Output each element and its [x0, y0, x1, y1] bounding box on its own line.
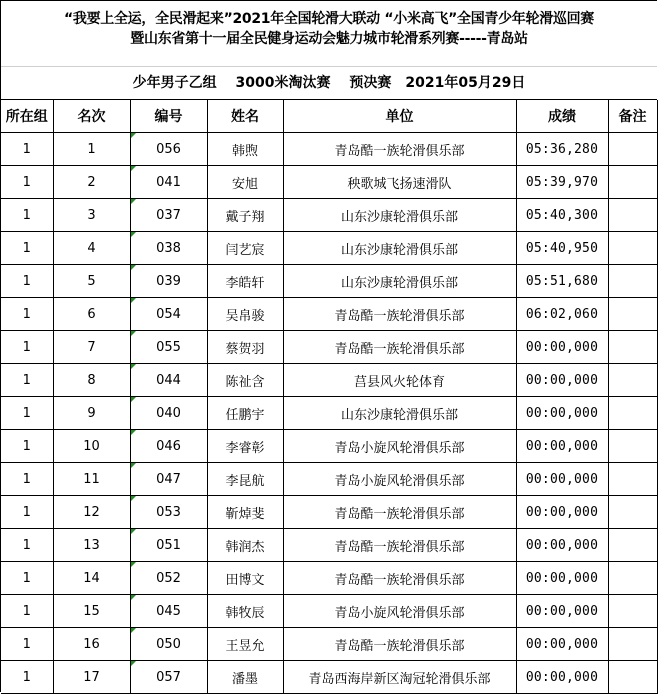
cell-number-text: 037 — [156, 207, 181, 223]
cell-result[interactable]: 05:51,680 — [516, 265, 608, 298]
cell-unit[interactable]: 青岛小旋风轮滑俱乐部 — [283, 463, 516, 496]
table-row — [1, 331, 657, 364]
cell-note[interactable] — [608, 595, 657, 628]
cell-result[interactable]: 00:00,000 — [516, 661, 608, 694]
cell-result[interactable]: 00:00,000 — [516, 496, 608, 529]
cell-rank[interactable]: 9 — [53, 397, 130, 430]
comment-marker-icon — [131, 166, 136, 171]
cell-result[interactable]: 00:00,000 — [516, 397, 608, 430]
table-row — [1, 199, 657, 232]
cell-name[interactable]: 韩润杰 — [207, 529, 283, 562]
cell-number-text: 041 — [156, 174, 181, 190]
comment-marker-icon — [131, 331, 136, 336]
event-subtitle: 少年男子乙组 3000米淘汰赛 预决赛 2021年05月29日 — [1, 67, 657, 100]
cell-name[interactable]: 李睿彰 — [207, 430, 283, 463]
cell-rank[interactable]: 10 — [53, 430, 130, 463]
cell-result[interactable]: 00:00,000 — [516, 529, 608, 562]
cell-note[interactable] — [608, 628, 657, 661]
cell-note[interactable] — [608, 265, 657, 298]
cell-rank[interactable]: 12 — [53, 496, 130, 529]
cell-rank[interactable]: 16 — [53, 628, 130, 661]
comment-marker-icon — [131, 199, 136, 204]
cell-number[interactable] — [130, 397, 207, 430]
cell-number-text: 050 — [156, 636, 181, 652]
cell-unit[interactable]: 山东沙康轮滑俱乐部 — [283, 199, 516, 232]
cell-result[interactable]: 00:00,000 — [516, 463, 608, 496]
cell-name[interactable]: 李昆航 — [207, 463, 283, 496]
cell-number[interactable] — [130, 463, 207, 496]
cell-number-text: 051 — [156, 537, 181, 553]
comment-marker-icon — [131, 364, 136, 369]
comment-marker-icon — [131, 463, 136, 468]
cell-group[interactable]: 1 — [1, 661, 53, 694]
cell-number-text: 046 — [156, 438, 181, 454]
cell-result[interactable]: 06:02,060 — [516, 298, 608, 331]
cell-name[interactable]: 李皓轩 — [207, 265, 283, 298]
cell-result[interactable]: 00:00,000 — [516, 628, 608, 661]
cell-unit[interactable]: 山东沙康轮滑俱乐部 — [283, 265, 516, 298]
table-row — [1, 166, 657, 199]
comment-marker-icon — [131, 430, 136, 435]
table-row — [1, 529, 657, 562]
cell-rank[interactable]: 8 — [53, 364, 130, 397]
cell-unit[interactable]: 青岛小旋风轮滑俱乐部 — [283, 595, 516, 628]
cell-number-text: 038 — [156, 240, 181, 256]
cell-number-text: 053 — [156, 504, 181, 520]
cell-rank[interactable]: 13 — [53, 529, 130, 562]
table-row — [1, 232, 657, 265]
cell-result[interactable]: 05:40,300 — [516, 199, 608, 232]
cell-number-text: 044 — [156, 372, 181, 388]
cell-unit[interactable]: 青岛酷一族轮滑俱乐部 — [283, 529, 516, 562]
cell-note[interactable] — [608, 166, 657, 199]
cell-number-text: 047 — [156, 471, 181, 487]
cell-number-text: 055 — [156, 339, 181, 355]
header-rank[interactable]: 名次 — [53, 100, 130, 133]
comment-marker-icon — [131, 628, 136, 633]
cell-number[interactable] — [130, 661, 207, 694]
cell-rank[interactable]: 4 — [53, 232, 130, 265]
cell-unit[interactable]: 青岛酷一族轮滑俱乐部 — [283, 133, 516, 166]
cell-note[interactable] — [608, 199, 657, 232]
cell-group[interactable]: 1 — [1, 298, 53, 331]
table-row — [1, 430, 657, 463]
cell-group[interactable]: 1 — [1, 331, 53, 364]
cell-rank[interactable]: 7 — [53, 331, 130, 364]
header-group[interactable]: 所在组 — [1, 100, 53, 133]
cell-unit[interactable]: 青岛酷一族轮滑俱乐部 — [283, 628, 516, 661]
cell-name[interactable]: 靳焯斐 — [207, 496, 283, 529]
table-row — [1, 298, 657, 331]
cell-note[interactable] — [608, 463, 657, 496]
comment-marker-icon — [131, 397, 136, 402]
cell-result[interactable]: 00:00,000 — [516, 331, 608, 364]
cell-unit[interactable]: 山东沙康轮滑俱乐部 — [283, 397, 516, 430]
cell-name[interactable]: 闫艺宸 — [207, 232, 283, 265]
cell-note[interactable] — [608, 331, 657, 364]
cell-note[interactable] — [608, 529, 657, 562]
cell-number[interactable] — [130, 331, 207, 364]
cell-group[interactable]: 1 — [1, 430, 53, 463]
comment-marker-icon — [131, 133, 136, 138]
cell-note[interactable] — [608, 364, 657, 397]
cell-number[interactable] — [130, 628, 207, 661]
header-note[interactable]: 备注 — [608, 100, 657, 133]
cell-name[interactable]: 韩牧辰 — [207, 595, 283, 628]
cell-number[interactable] — [130, 430, 207, 463]
cell-unit[interactable]: 青岛酷一族轮滑俱乐部 — [283, 331, 516, 364]
comment-marker-icon — [131, 298, 136, 303]
cell-rank[interactable]: 2 — [53, 166, 130, 199]
cell-rank[interactable]: 15 — [53, 595, 130, 628]
header-number[interactable]: 编号 — [130, 100, 207, 133]
cell-note[interactable] — [608, 496, 657, 529]
cell-unit[interactable]: 青岛小旋风轮滑俱乐部 — [283, 430, 516, 463]
cell-group[interactable]: 1 — [1, 595, 53, 628]
cell-note[interactable] — [608, 133, 657, 166]
cell-group[interactable]: 1 — [1, 562, 53, 595]
cell-rank[interactable]: 3 — [53, 199, 130, 232]
cell-result[interactable]: 00:00,000 — [516, 562, 608, 595]
results-body — [1, 133, 657, 694]
comment-marker-icon — [131, 661, 136, 666]
cell-name[interactable]: 王昱允 — [207, 628, 283, 661]
table-row — [1, 364, 657, 397]
cell-note[interactable] — [608, 232, 657, 265]
table-row — [1, 397, 657, 430]
cell-result[interactable]: 05:40,950 — [516, 232, 608, 265]
cell-number-text: 057 — [156, 669, 181, 685]
title-block — [1, 1, 657, 67]
cell-result[interactable]: 00:00,000 — [516, 364, 608, 397]
cell-group[interactable]: 1 — [1, 232, 53, 265]
cell-unit[interactable]: 青岛酷一族轮滑俱乐部 — [283, 298, 516, 331]
table-row — [1, 628, 657, 661]
cell-group[interactable]: 1 — [1, 133, 53, 166]
comment-marker-icon — [131, 595, 136, 600]
cell-number[interactable] — [130, 364, 207, 397]
cell-unit[interactable]: 莒县风火轮体育 — [283, 364, 516, 397]
cell-number[interactable] — [130, 595, 207, 628]
cell-rank[interactable]: 14 — [53, 562, 130, 595]
cell-unit[interactable]: 秧歌城飞扬速滑队 — [283, 166, 516, 199]
cell-note[interactable] — [608, 430, 657, 463]
cell-result[interactable]: 00:00,000 — [516, 595, 608, 628]
cell-name[interactable]: 蔡贺羽 — [207, 331, 283, 364]
cell-number[interactable] — [130, 232, 207, 265]
comment-marker-icon — [131, 265, 136, 270]
cell-number-text: 040 — [156, 405, 181, 421]
cell-group[interactable]: 1 — [1, 496, 53, 529]
header-result[interactable]: 成绩 — [516, 100, 608, 133]
table-row — [1, 496, 657, 529]
cell-result[interactable]: 05:36,280 — [516, 133, 608, 166]
cell-name[interactable]: 戴子翔 — [207, 199, 283, 232]
cell-name[interactable]: 吴帛骏 — [207, 298, 283, 331]
title-line-2: 暨山东省第十一届全民健身运动会魅力城市轮滑系列赛-----青岛站 — [130, 31, 528, 47]
cell-unit[interactable]: 青岛酷一族轮滑俱乐部 — [283, 562, 516, 595]
cell-name[interactable]: 陈祉含 — [207, 364, 283, 397]
cell-name[interactable]: 田博文 — [207, 562, 283, 595]
cell-name[interactable]: 潘墨 — [207, 661, 283, 694]
cell-rank[interactable]: 5 — [53, 265, 130, 298]
cell-unit[interactable]: 青岛酷一族轮滑俱乐部 — [283, 496, 516, 529]
table-row — [1, 265, 657, 298]
header-name[interactable]: 姓名 — [207, 100, 283, 133]
cell-group[interactable]: 1 — [1, 364, 53, 397]
cell-group[interactable]: 1 — [1, 199, 53, 232]
table-row — [1, 661, 657, 694]
cell-result[interactable]: 05:39,970 — [516, 166, 608, 199]
header-unit[interactable]: 单位 — [283, 100, 516, 133]
results-table — [1, 100, 658, 694]
cell-group[interactable]: 1 — [1, 529, 53, 562]
cell-number-text: 045 — [156, 603, 181, 619]
cell-number-text: 054 — [156, 306, 181, 322]
table-row — [1, 595, 657, 628]
comment-marker-icon — [131, 529, 136, 534]
cell-name[interactable]: 任鹏宇 — [207, 397, 283, 430]
cell-note[interactable] — [608, 397, 657, 430]
cell-number[interactable] — [130, 199, 207, 232]
cell-result[interactable]: 00:00,000 — [516, 430, 608, 463]
cell-number[interactable] — [130, 298, 207, 331]
cell-number[interactable] — [130, 265, 207, 298]
table-row — [1, 133, 657, 166]
cell-unit[interactable]: 山东沙康轮滑俱乐部 — [283, 232, 516, 265]
cell-note[interactable] — [608, 661, 657, 694]
cell-group[interactable]: 1 — [1, 397, 53, 430]
title-line-1: “我要上全运，全民滑起来”2021年全国轮滑大联动 “小米高飞”全国青少年轮滑巡回赛 — [63, 11, 595, 27]
cell-number[interactable] — [130, 562, 207, 595]
cell-group[interactable]: 1 — [1, 265, 53, 298]
comment-marker-icon — [131, 232, 136, 237]
cell-name[interactable]: 韩煦 — [207, 133, 283, 166]
cell-rank[interactable]: 1 — [53, 133, 130, 166]
cell-number-text: 052 — [156, 570, 181, 586]
cell-number[interactable] — [130, 496, 207, 529]
cell-number[interactable] — [130, 133, 207, 166]
cell-number-text: 039 — [156, 273, 181, 289]
cell-number[interactable] — [130, 166, 207, 199]
cell-rank[interactable]: 11 — [53, 463, 130, 496]
comment-marker-icon — [131, 562, 136, 567]
cell-group[interactable]: 1 — [1, 628, 53, 661]
cell-rank[interactable]: 17 — [53, 661, 130, 694]
cell-group[interactable]: 1 — [1, 166, 53, 199]
cell-name[interactable]: 安旭 — [207, 166, 283, 199]
table-row — [1, 562, 657, 595]
table-row — [1, 463, 657, 496]
cell-rank[interactable]: 6 — [53, 298, 130, 331]
cell-group[interactable]: 1 — [1, 463, 53, 496]
header-row — [1, 100, 657, 133]
cell-number[interactable] — [130, 529, 207, 562]
comment-marker-icon — [131, 496, 136, 501]
cell-number-text: 056 — [156, 141, 181, 157]
cell-note[interactable] — [608, 562, 657, 595]
cell-note[interactable] — [608, 298, 657, 331]
cell-unit[interactable]: 青岛西海岸新区淘冠轮滑俱乐部 — [283, 661, 516, 694]
